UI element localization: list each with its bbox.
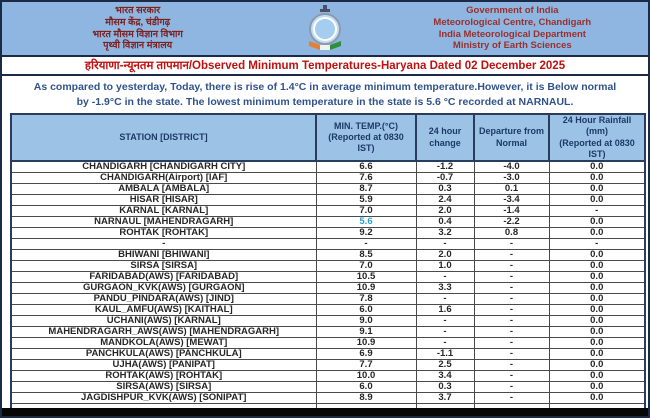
value-cell: 2.4 — [416, 195, 474, 206]
summary-text: As compared to yesterday, Today, there is rise of 1.4°C in average minimum temperature.However, it is Below normal by -1.9°C in the state. The lowest minimum temperature in the state is 5.6 °C recorded at NARNAUL. — [2, 76, 648, 113]
value-cell: 10.5 — [316, 272, 416, 283]
value-cell: 0.0 — [549, 382, 645, 393]
table-row — [11, 294, 645, 305]
value-cell: - — [549, 206, 645, 217]
value-cell: 0.0 — [549, 371, 645, 382]
station-cell: PANCHKULA(AWS) [PANCHKULA] — [11, 349, 316, 360]
station-cell: MAHENDRAGARH_AWS(AWS) [MAHENDRAGARH] — [11, 327, 316, 338]
value-cell: - — [416, 272, 474, 283]
value-cell: 0.0 — [549, 161, 645, 173]
table-row — [11, 250, 645, 261]
table-row — [11, 305, 645, 316]
value-cell: 1.6 — [416, 305, 474, 316]
value-cell: - — [474, 393, 549, 404]
value-cell: - — [416, 327, 474, 338]
station-cell: KAUL_AMFU(AWS) [KAITHAL] — [11, 305, 316, 316]
value-cell: 0.1 — [474, 184, 549, 195]
value-cell: 7.7 — [316, 360, 416, 371]
english-line-centre: Meteorological Centre, Chandigarh — [433, 16, 592, 28]
station-cell: AMBALA [AMBALA] — [11, 184, 316, 195]
value-cell: 3.7 — [416, 393, 474, 404]
value-cell: - — [549, 239, 645, 250]
value-cell: 2.5 — [416, 360, 474, 371]
station-cell: BHIWANI [BHIWANI] — [11, 250, 316, 261]
station-cell: ROHTAK [ROHTAK] — [11, 228, 316, 239]
value-cell: - — [474, 305, 549, 316]
station-cell: CHANDIGARH(Airport) [IAF] — [11, 173, 316, 184]
hindi-line-govt: भारत सरकार — [115, 4, 161, 16]
value-cell: - — [474, 316, 549, 327]
table-row — [11, 349, 645, 360]
value-cell: 7.0 — [316, 206, 416, 217]
value-cell: 3.2 — [416, 228, 474, 239]
col-sublabel: Normal — [495, 137, 527, 148]
hindi-line-centre: मौसम केंद्र, चंडीगढ़ — [105, 16, 171, 28]
col-sublabel: change — [429, 137, 461, 148]
value-cell: - — [416, 316, 474, 327]
bottom-crop-bar — [2, 408, 648, 416]
value-cell: 0.0 — [549, 283, 645, 294]
station-cell: NARNAUL [MAHENDRAGARH] — [11, 217, 316, 228]
min-temperature-table — [10, 113, 646, 416]
value-cell: 0.3 — [416, 184, 474, 195]
value-cell: 0.0 — [549, 305, 645, 316]
table-row — [11, 228, 645, 239]
english-line-ministry: Ministry of Earth Sciences — [452, 40, 572, 52]
table-row — [11, 393, 645, 404]
table-row — [11, 173, 645, 184]
hindi-line-dept: भारत मौसम विज्ञान विभाग — [92, 28, 183, 40]
station-cell: - — [11, 239, 316, 250]
value-cell: 0.0 — [549, 261, 645, 272]
value-cell: 0.0 — [549, 338, 645, 349]
value-cell: 10.0 — [316, 371, 416, 382]
table-row — [11, 316, 645, 327]
value-cell: 1.0 — [416, 261, 474, 272]
value-cell: 7.6 — [316, 173, 416, 184]
station-cell: FARIDABAD(AWS) [FARIDABAD] — [11, 272, 316, 283]
value-cell: -1.1 — [416, 349, 474, 360]
header-row — [11, 114, 645, 161]
value-cell: 7.0 — [316, 261, 416, 272]
value-cell: - — [474, 338, 549, 349]
table-row — [11, 161, 645, 173]
station-table-body — [11, 161, 645, 415]
table-row — [11, 206, 645, 217]
col-header-departure — [474, 114, 549, 161]
value-cell: 7.8 — [316, 294, 416, 305]
value-cell: 0.0 — [549, 393, 645, 404]
value-cell: 0.0 — [549, 349, 645, 360]
col-header-24h-change — [416, 114, 474, 161]
value-cell: -0.7 — [416, 173, 474, 184]
value-cell: 9.2 — [316, 228, 416, 239]
hindi-org-block — [2, 5, 273, 53]
value-cell: 10.9 — [316, 283, 416, 294]
value-cell: - — [416, 294, 474, 305]
value-cell: 6.0 — [316, 305, 416, 316]
table-row — [11, 272, 645, 283]
value-cell: 0.0 — [549, 195, 645, 206]
value-cell: 0.0 — [549, 173, 645, 184]
value-cell: 0.0 — [549, 316, 645, 327]
table-row — [11, 261, 645, 272]
station-cell: HISAR [HISAR] — [11, 195, 316, 206]
value-cell: 0.0 — [549, 217, 645, 228]
value-cell: 3.3 — [416, 283, 474, 294]
value-cell: -3.0 — [474, 173, 549, 184]
station-cell: CHANDIGARH [CHANDIGARH CITY] — [11, 161, 316, 173]
value-cell: 0.0 — [549, 360, 645, 371]
col-sublabel: (Reported at 0830 IST) — [559, 137, 635, 159]
value-cell: 0.0 — [549, 294, 645, 305]
value-cell: - — [474, 360, 549, 371]
report-title: हरियाणा-न्यूनतम तापमान/Observed Minimum Temperatures-Haryana Dated 02 December 2025 — [2, 57, 648, 76]
table-row — [11, 217, 645, 228]
station-cell: ROHTAK(AWS) [ROHTAK] — [11, 371, 316, 382]
station-cell: UCHANI(AWS) [KARNAL] — [11, 316, 316, 327]
english-line-dept: India Meteorological Department — [438, 28, 586, 40]
value-cell: -4.0 — [474, 161, 549, 173]
value-cell: - — [474, 239, 549, 250]
value-cell: - — [474, 382, 549, 393]
col-label: Departure from — [478, 126, 544, 137]
value-cell: 8.5 — [316, 250, 416, 261]
value-cell: 6.9 — [316, 349, 416, 360]
english-org-block — [377, 5, 648, 53]
imd-emblem-icon — [302, 5, 348, 53]
value-cell: 5.6 — [316, 217, 416, 228]
value-cell: - — [474, 261, 549, 272]
english-line-govt: Government of India — [466, 4, 559, 16]
logo-container — [273, 5, 376, 53]
value-cell: 6.6 — [316, 161, 416, 173]
station-cell: JAGDISHPUR_KVK(AWS) [SONIPAT] — [11, 393, 316, 404]
col-label: 24 hour — [428, 126, 462, 137]
value-cell: 0.4 — [416, 217, 474, 228]
value-cell: 0.0 — [549, 250, 645, 261]
value-cell: 9.0 — [316, 316, 416, 327]
value-cell: 0.0 — [549, 184, 645, 195]
value-cell: 0.8 — [474, 228, 549, 239]
value-cell: -2.2 — [474, 217, 549, 228]
value-cell: 0.0 — [549, 327, 645, 338]
table-header — [11, 114, 645, 161]
col-header-min-temp — [316, 114, 416, 161]
value-cell: - — [474, 327, 549, 338]
station-cell: UJHA(AWS) [PANIPAT] — [11, 360, 316, 371]
value-cell: 5.9 — [316, 195, 416, 206]
col-header-station — [11, 114, 316, 161]
table-row — [11, 195, 645, 206]
value-cell: -1.4 — [474, 206, 549, 217]
station-cell: KARNAL [KARNAL] — [11, 206, 316, 217]
value-cell: - — [416, 338, 474, 349]
value-cell: -3.4 — [474, 195, 549, 206]
col-sublabel: (Reported at 0830 IST) — [328, 131, 404, 154]
value-cell: - — [474, 349, 549, 360]
value-cell: - — [474, 294, 549, 305]
value-cell: 0.3 — [416, 382, 474, 393]
station-cell: MANDKOLA(AWS) [MEWAT] — [11, 338, 316, 349]
value-cell: 3.4 — [416, 371, 474, 382]
value-cell: 0.0 — [549, 228, 645, 239]
value-cell: - — [474, 272, 549, 283]
station-cell: GURGAON_KVK(AWS) [GURGAON] — [11, 283, 316, 294]
hindi-line-ministry: पृथ्वी विज्ञान मंत्रालय — [103, 40, 173, 52]
table-row — [11, 184, 645, 195]
table-row — [11, 283, 645, 294]
col-label: MIN. TEMP.(°C) — [334, 120, 398, 131]
table-row — [11, 360, 645, 371]
station-cell: SIRSA(AWS) [SIRSA] — [11, 382, 316, 393]
value-cell: 6.0 — [316, 382, 416, 393]
table-row — [11, 338, 645, 349]
table-row — [11, 382, 645, 393]
station-cell: PANDU_PINDARA(AWS) [JIND] — [11, 294, 316, 305]
org-banner — [2, 2, 648, 57]
value-cell: - — [416, 239, 474, 250]
value-cell: - — [474, 371, 549, 382]
value-cell: 2.0 — [416, 250, 474, 261]
value-cell: -1.2 — [416, 161, 474, 173]
value-cell: 9.1 — [316, 327, 416, 338]
value-cell: 0.0 — [549, 272, 645, 283]
table-row — [11, 239, 645, 250]
value-cell: 10.9 — [316, 338, 416, 349]
value-cell: - — [474, 250, 549, 261]
value-cell: - — [316, 239, 416, 250]
col-label: STATION [DISTRICT] — [119, 131, 208, 142]
value-cell: 8.9 — [316, 393, 416, 404]
table-row — [11, 327, 645, 338]
col-label: 24 Hour Rainfall (mm) — [562, 115, 632, 137]
table-row — [11, 371, 645, 382]
value-cell: - — [474, 283, 549, 294]
value-cell: 8.7 — [316, 184, 416, 195]
station-cell: SIRSA [SIRSA] — [11, 261, 316, 272]
col-header-rainfall — [549, 114, 645, 161]
value-cell: 2.0 — [416, 206, 474, 217]
